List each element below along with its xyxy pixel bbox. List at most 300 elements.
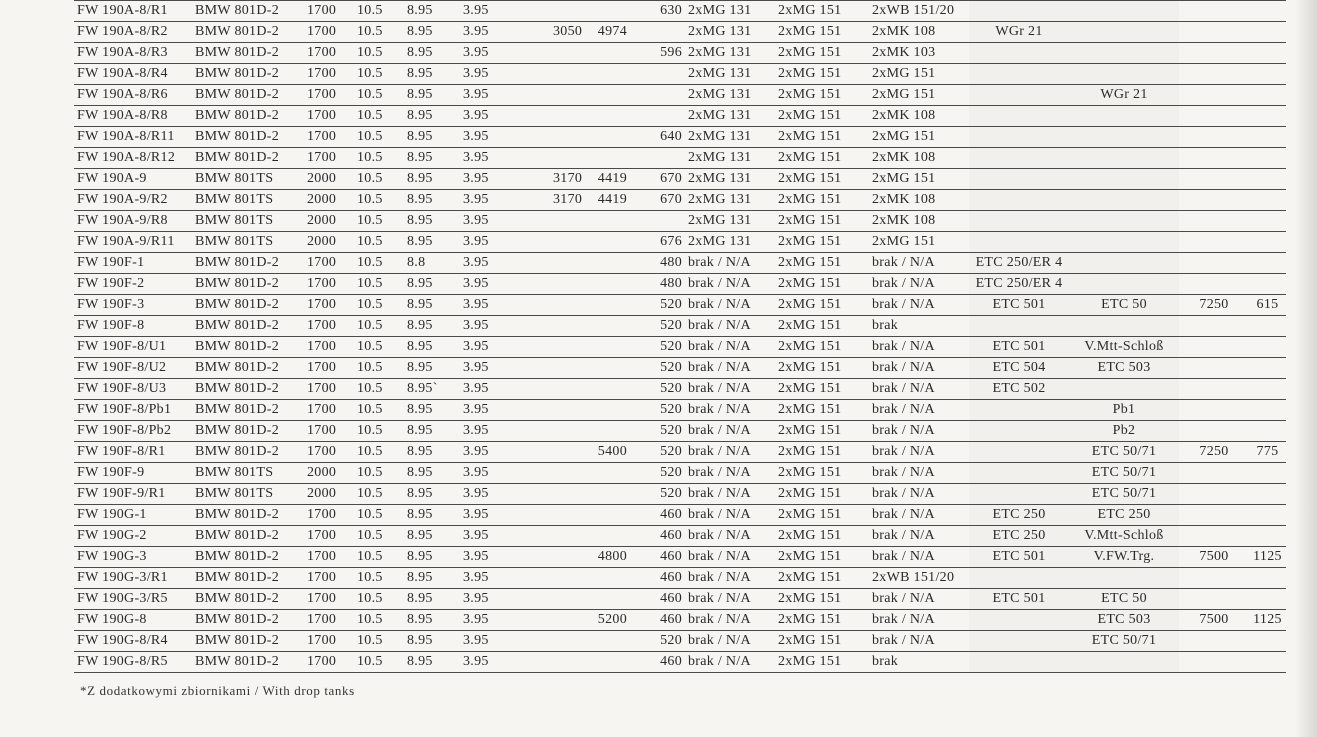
cell-model: FW 190F-3 bbox=[74, 295, 192, 316]
cell-engine: BMW 801D-2 bbox=[192, 22, 304, 43]
cell-speed: 520 bbox=[630, 484, 685, 505]
cell-range bbox=[1249, 421, 1286, 442]
cell-armament-2: 2xMG 151 bbox=[775, 316, 869, 337]
cell-range bbox=[1249, 463, 1286, 484]
cell-armament-2: 2xMG 151 bbox=[775, 274, 869, 295]
cell-span: 10.5 bbox=[354, 106, 404, 127]
cell-ceiling bbox=[1179, 64, 1249, 85]
cell-length: 8.95 bbox=[404, 547, 460, 568]
cell-span: 10.5 bbox=[354, 337, 404, 358]
cell-armament-1: brak / N/A bbox=[685, 337, 775, 358]
cell-weight-takeoff bbox=[592, 1, 630, 22]
cell-extra-equipment: ETC 503 bbox=[1069, 358, 1179, 379]
cell-extra-equipment bbox=[1069, 274, 1179, 295]
cell-extra-equipment: ETC 50/71 bbox=[1069, 463, 1179, 484]
cell-extra-equipment bbox=[1069, 379, 1179, 400]
cell-armament-3: 2xWB 151/20 bbox=[869, 1, 969, 22]
cell-span: 10.5 bbox=[354, 631, 404, 652]
cell-height: 3.95 bbox=[460, 169, 550, 190]
cell-ceiling bbox=[1179, 1, 1249, 22]
cell-range bbox=[1249, 631, 1286, 652]
cell-engine: BMW 801D-2 bbox=[192, 295, 304, 316]
cell-weight-empty bbox=[550, 652, 592, 673]
cell-engine: BMW 801TS bbox=[192, 232, 304, 253]
cell-engine: BMW 801D-2 bbox=[192, 526, 304, 547]
cell-engine: BMW 801D-2 bbox=[192, 148, 304, 169]
cell-armament-2: 2xMG 151 bbox=[775, 85, 869, 106]
cell-armament-3: 2xMK 108 bbox=[869, 190, 969, 211]
cell-speed bbox=[630, 22, 685, 43]
cell-armament-1: brak / N/A bbox=[685, 253, 775, 274]
cell-armament-3: 2xMG 151 bbox=[869, 127, 969, 148]
cell-weight-empty bbox=[550, 148, 592, 169]
cell-height: 3.95 bbox=[460, 442, 550, 463]
cell-engine: BMW 801TS bbox=[192, 463, 304, 484]
cell-armament-2: 2xMG 151 bbox=[775, 631, 869, 652]
cell-armament-2: 2xMG 151 bbox=[775, 22, 869, 43]
cell-range bbox=[1249, 652, 1286, 673]
cell-weight-empty bbox=[550, 295, 592, 316]
cell-power: 1700 bbox=[304, 1, 354, 22]
cell-armament-1: brak / N/A bbox=[685, 505, 775, 526]
cell-ceiling bbox=[1179, 484, 1249, 505]
cell-speed: 460 bbox=[630, 526, 685, 547]
table-row bbox=[74, 610, 1286, 631]
cell-weight-takeoff bbox=[592, 484, 630, 505]
cell-height: 3.95 bbox=[460, 106, 550, 127]
cell-speed: 670 bbox=[630, 190, 685, 211]
cell-extra-equipment bbox=[1069, 190, 1179, 211]
cell-ceiling bbox=[1179, 568, 1249, 589]
table-row bbox=[74, 64, 1286, 85]
cell-engine: BMW 801D-2 bbox=[192, 589, 304, 610]
cell-engine: BMW 801TS bbox=[192, 484, 304, 505]
cell-weight-takeoff bbox=[592, 505, 630, 526]
cell-bomb-rack: ETC 501 bbox=[969, 547, 1069, 568]
cell-length: 8.95 bbox=[404, 610, 460, 631]
cell-armament-1: brak / N/A bbox=[685, 379, 775, 400]
cell-length: 8.95 bbox=[404, 22, 460, 43]
cell-weight-takeoff bbox=[592, 295, 630, 316]
cell-span: 10.5 bbox=[354, 22, 404, 43]
cell-length: 8.95 bbox=[404, 127, 460, 148]
cell-armament-3: brak / N/A bbox=[869, 400, 969, 421]
cell-speed: 460 bbox=[630, 547, 685, 568]
cell-speed: 520 bbox=[630, 463, 685, 484]
cell-model: FW 190G-8/R4 bbox=[74, 631, 192, 652]
cell-armament-3: brak / N/A bbox=[869, 610, 969, 631]
cell-armament-1: brak / N/A bbox=[685, 568, 775, 589]
cell-height: 3.95 bbox=[460, 652, 550, 673]
cell-weight-empty bbox=[550, 316, 592, 337]
cell-weight-takeoff bbox=[592, 463, 630, 484]
cell-length: 8.95 bbox=[404, 43, 460, 64]
cell-range bbox=[1249, 379, 1286, 400]
cell-power: 1700 bbox=[304, 295, 354, 316]
table-row bbox=[74, 106, 1286, 127]
cell-span: 10.5 bbox=[354, 442, 404, 463]
cell-bomb-rack: ETC 504 bbox=[969, 358, 1069, 379]
cell-power: 1700 bbox=[304, 631, 354, 652]
cell-armament-1: 2xMG 131 bbox=[685, 64, 775, 85]
cell-height: 3.95 bbox=[460, 316, 550, 337]
cell-height: 3.95 bbox=[460, 526, 550, 547]
cell-speed bbox=[630, 106, 685, 127]
cell-armament-3: 2xMK 108 bbox=[869, 106, 969, 127]
cell-range bbox=[1249, 400, 1286, 421]
cell-engine: BMW 801D-2 bbox=[192, 253, 304, 274]
cell-power: 2000 bbox=[304, 484, 354, 505]
cell-model: FW 190G-8 bbox=[74, 610, 192, 631]
cell-power: 2000 bbox=[304, 169, 354, 190]
cell-armament-1: brak / N/A bbox=[685, 316, 775, 337]
cell-model: FW 190A-8/R2 bbox=[74, 22, 192, 43]
cell-weight-empty bbox=[550, 442, 592, 463]
cell-ceiling: 7500 bbox=[1179, 610, 1249, 631]
table-row bbox=[74, 169, 1286, 190]
cell-range bbox=[1249, 274, 1286, 295]
cell-height: 3.95 bbox=[460, 1, 550, 22]
cell-bomb-rack: ETC 501 bbox=[969, 589, 1069, 610]
cell-speed: 520 bbox=[630, 358, 685, 379]
cell-length: 8.95 bbox=[404, 568, 460, 589]
cell-armament-3: brak / N/A bbox=[869, 337, 969, 358]
table-row bbox=[74, 316, 1286, 337]
cell-armament-1: brak / N/A bbox=[685, 610, 775, 631]
cell-engine: BMW 801D-2 bbox=[192, 43, 304, 64]
cell-ceiling bbox=[1179, 169, 1249, 190]
cell-height: 3.95 bbox=[460, 211, 550, 232]
cell-weight-takeoff bbox=[592, 400, 630, 421]
cell-extra-equipment: ETC 250 bbox=[1069, 505, 1179, 526]
cell-ceiling: 7250 bbox=[1179, 295, 1249, 316]
cell-armament-2: 2xMG 151 bbox=[775, 295, 869, 316]
cell-ceiling bbox=[1179, 148, 1249, 169]
cell-ceiling: 7250 bbox=[1179, 442, 1249, 463]
table-row bbox=[74, 589, 1286, 610]
cell-armament-2: 2xMG 151 bbox=[775, 232, 869, 253]
cell-armament-1: brak / N/A bbox=[685, 442, 775, 463]
cell-armament-2: 2xMG 151 bbox=[775, 379, 869, 400]
cell-span: 10.5 bbox=[354, 148, 404, 169]
cell-span: 10.5 bbox=[354, 484, 404, 505]
cell-weight-takeoff bbox=[592, 526, 630, 547]
cell-length: 8.95 bbox=[404, 421, 460, 442]
cell-span: 10.5 bbox=[354, 400, 404, 421]
cell-weight-takeoff bbox=[592, 421, 630, 442]
cell-span: 10.5 bbox=[354, 232, 404, 253]
cell-ceiling bbox=[1179, 253, 1249, 274]
cell-armament-2: 2xMG 151 bbox=[775, 652, 869, 673]
table-row bbox=[74, 148, 1286, 169]
cell-armament-3: brak / N/A bbox=[869, 547, 969, 568]
cell-height: 3.95 bbox=[460, 484, 550, 505]
cell-engine: BMW 801TS bbox=[192, 190, 304, 211]
cell-extra-equipment bbox=[1069, 316, 1179, 337]
table-row bbox=[74, 358, 1286, 379]
cell-armament-1: brak / N/A bbox=[685, 631, 775, 652]
cell-length: 8.95 bbox=[404, 106, 460, 127]
cell-bomb-rack: ETC 250 bbox=[969, 526, 1069, 547]
cell-engine: BMW 801D-2 bbox=[192, 274, 304, 295]
cell-height: 3.95 bbox=[460, 400, 550, 421]
cell-model: FW 190G-1 bbox=[74, 505, 192, 526]
cell-speed: 460 bbox=[630, 589, 685, 610]
cell-height: 3.95 bbox=[460, 337, 550, 358]
cell-weight-empty bbox=[550, 631, 592, 652]
cell-span: 10.5 bbox=[354, 169, 404, 190]
cell-extra-equipment bbox=[1069, 1, 1179, 22]
cell-extra-equipment: Pb1 bbox=[1069, 400, 1179, 421]
table-row bbox=[74, 211, 1286, 232]
cell-ceiling bbox=[1179, 316, 1249, 337]
cell-armament-1: brak / N/A bbox=[685, 547, 775, 568]
cell-bomb-rack bbox=[969, 316, 1069, 337]
cell-weight-takeoff bbox=[592, 253, 630, 274]
cell-armament-1: brak / N/A bbox=[685, 400, 775, 421]
cell-length: 8.95` bbox=[404, 379, 460, 400]
cell-bomb-rack bbox=[969, 631, 1069, 652]
cell-weight-empty bbox=[550, 337, 592, 358]
cell-armament-2: 2xMG 151 bbox=[775, 610, 869, 631]
cell-armament-3: brak / N/A bbox=[869, 505, 969, 526]
cell-range bbox=[1249, 253, 1286, 274]
cell-ceiling bbox=[1179, 232, 1249, 253]
page-edge-shadow bbox=[1295, 0, 1317, 737]
cell-length: 8.95 bbox=[404, 232, 460, 253]
cell-armament-2: 2xMG 151 bbox=[775, 190, 869, 211]
cell-power: 2000 bbox=[304, 463, 354, 484]
cell-armament-3: brak bbox=[869, 316, 969, 337]
cell-armament-1: brak / N/A bbox=[685, 274, 775, 295]
cell-extra-equipment: ETC 50 bbox=[1069, 295, 1179, 316]
cell-length: 8.95 bbox=[404, 148, 460, 169]
cell-model: FW 190A-9/R11 bbox=[74, 232, 192, 253]
cell-model: FW 190F-8 bbox=[74, 316, 192, 337]
cell-ceiling bbox=[1179, 106, 1249, 127]
cell-engine: BMW 801D-2 bbox=[192, 106, 304, 127]
cell-length: 8.95 bbox=[404, 211, 460, 232]
cell-power: 2000 bbox=[304, 211, 354, 232]
cell-engine: BMW 801D-2 bbox=[192, 652, 304, 673]
cell-weight-takeoff: 4974 bbox=[592, 22, 630, 43]
cell-engine: BMW 801D-2 bbox=[192, 127, 304, 148]
cell-height: 3.95 bbox=[460, 274, 550, 295]
cell-length: 8.95 bbox=[404, 589, 460, 610]
cell-armament-2: 2xMG 151 bbox=[775, 484, 869, 505]
cell-engine: BMW 801D-2 bbox=[192, 1, 304, 22]
cell-armament-3: brak / N/A bbox=[869, 442, 969, 463]
cell-model: FW 190F-2 bbox=[74, 274, 192, 295]
cell-speed: 480 bbox=[630, 274, 685, 295]
cell-range bbox=[1249, 22, 1286, 43]
cell-length: 8.95 bbox=[404, 484, 460, 505]
table-row bbox=[74, 484, 1286, 505]
cell-armament-2: 2xMG 151 bbox=[775, 505, 869, 526]
cell-span: 10.5 bbox=[354, 379, 404, 400]
cell-range bbox=[1249, 232, 1286, 253]
cell-range bbox=[1249, 148, 1286, 169]
cell-power: 1700 bbox=[304, 127, 354, 148]
cell-armament-2: 2xMG 151 bbox=[775, 568, 869, 589]
cell-bomb-rack bbox=[969, 64, 1069, 85]
table-row bbox=[74, 253, 1286, 274]
cell-range bbox=[1249, 337, 1286, 358]
cell-armament-3: brak / N/A bbox=[869, 421, 969, 442]
cell-power: 1700 bbox=[304, 106, 354, 127]
cell-power: 1700 bbox=[304, 421, 354, 442]
cell-speed bbox=[630, 211, 685, 232]
cell-ceiling bbox=[1179, 400, 1249, 421]
cell-armament-1: 2xMG 131 bbox=[685, 232, 775, 253]
table-row bbox=[74, 505, 1286, 526]
cell-extra-equipment: V.Mtt-Schloß bbox=[1069, 337, 1179, 358]
cell-height: 3.95 bbox=[460, 64, 550, 85]
cell-armament-3: brak / N/A bbox=[869, 379, 969, 400]
cell-power: 2000 bbox=[304, 232, 354, 253]
cell-model: FW 190G-3/R5 bbox=[74, 589, 192, 610]
cell-armament-3: brak bbox=[869, 652, 969, 673]
cell-armament-1: brak / N/A bbox=[685, 484, 775, 505]
cell-height: 3.95 bbox=[460, 568, 550, 589]
cell-height: 3.95 bbox=[460, 190, 550, 211]
cell-range bbox=[1249, 64, 1286, 85]
cell-extra-equipment bbox=[1069, 253, 1179, 274]
cell-length: 8.95 bbox=[404, 169, 460, 190]
cell-ceiling bbox=[1179, 505, 1249, 526]
cell-length: 8.95 bbox=[404, 526, 460, 547]
cell-model: FW 190A-8/R6 bbox=[74, 85, 192, 106]
footnote: *Z dodatkowymi zbiornikami / With drop tanks bbox=[80, 683, 355, 698]
cell-weight-empty bbox=[550, 211, 592, 232]
cell-engine: BMW 801D-2 bbox=[192, 358, 304, 379]
table-row bbox=[74, 379, 1286, 400]
table-row bbox=[74, 1, 1286, 22]
cell-speed bbox=[630, 148, 685, 169]
cell-weight-empty bbox=[550, 421, 592, 442]
table-row bbox=[74, 568, 1286, 589]
cell-height: 3.95 bbox=[460, 589, 550, 610]
cell-model: FW 190A-8/R3 bbox=[74, 43, 192, 64]
cell-bomb-rack: ETC 502 bbox=[969, 379, 1069, 400]
cell-span: 10.5 bbox=[354, 547, 404, 568]
cell-length: 8.95 bbox=[404, 274, 460, 295]
cell-height: 3.95 bbox=[460, 610, 550, 631]
cell-speed: 480 bbox=[630, 253, 685, 274]
cell-length: 8.95 bbox=[404, 358, 460, 379]
cell-ceiling bbox=[1179, 85, 1249, 106]
table-row bbox=[74, 232, 1286, 253]
cell-extra-equipment bbox=[1069, 43, 1179, 64]
cell-power: 1700 bbox=[304, 652, 354, 673]
cell-power: 1700 bbox=[304, 589, 354, 610]
cell-weight-takeoff: 5400 bbox=[592, 442, 630, 463]
cell-armament-1: 2xMG 131 bbox=[685, 1, 775, 22]
cell-armament-1: brak / N/A bbox=[685, 421, 775, 442]
cell-bomb-rack bbox=[969, 232, 1069, 253]
cell-bomb-rack bbox=[969, 106, 1069, 127]
cell-engine: BMW 801D-2 bbox=[192, 421, 304, 442]
cell-span: 10.5 bbox=[354, 295, 404, 316]
cell-armament-3: brak / N/A bbox=[869, 631, 969, 652]
cell-model: FW 190F-8/U1 bbox=[74, 337, 192, 358]
cell-extra-equipment bbox=[1069, 64, 1179, 85]
cell-height: 3.95 bbox=[460, 358, 550, 379]
cell-length: 8.95 bbox=[404, 463, 460, 484]
cell-extra-equipment: V.Mtt-Schloß bbox=[1069, 526, 1179, 547]
table-row bbox=[74, 442, 1286, 463]
cell-model: FW 190A-9/R8 bbox=[74, 211, 192, 232]
cell-power: 1700 bbox=[304, 22, 354, 43]
cell-weight-empty bbox=[550, 253, 592, 274]
cell-speed: 520 bbox=[630, 421, 685, 442]
cell-length: 8.95 bbox=[404, 337, 460, 358]
cell-height: 3.95 bbox=[460, 463, 550, 484]
cell-bomb-rack bbox=[969, 1, 1069, 22]
cell-weight-empty bbox=[550, 505, 592, 526]
cell-span: 10.5 bbox=[354, 421, 404, 442]
cell-armament-3: 2xMK 108 bbox=[869, 211, 969, 232]
cell-extra-equipment bbox=[1069, 169, 1179, 190]
cell-span: 10.5 bbox=[354, 274, 404, 295]
cell-span: 10.5 bbox=[354, 316, 404, 337]
cell-power: 1700 bbox=[304, 85, 354, 106]
cell-armament-2: 2xMG 151 bbox=[775, 589, 869, 610]
cell-weight-takeoff bbox=[592, 127, 630, 148]
cell-armament-2: 2xMG 151 bbox=[775, 106, 869, 127]
cell-power: 1700 bbox=[304, 43, 354, 64]
cell-model: FW 190F-8/R1 bbox=[74, 442, 192, 463]
cell-bomb-rack: ETC 501 bbox=[969, 337, 1069, 358]
cell-speed: 460 bbox=[630, 505, 685, 526]
cell-weight-takeoff: 4419 bbox=[592, 169, 630, 190]
cell-extra-equipment: ETC 50/71 bbox=[1069, 484, 1179, 505]
cell-extra-equipment bbox=[1069, 652, 1179, 673]
cell-weight-takeoff bbox=[592, 631, 630, 652]
cell-weight-takeoff bbox=[592, 211, 630, 232]
table-row bbox=[74, 631, 1286, 652]
cell-armament-1: brak / N/A bbox=[685, 526, 775, 547]
cell-engine: BMW 801D-2 bbox=[192, 547, 304, 568]
cell-armament-3: brak / N/A bbox=[869, 358, 969, 379]
table-row bbox=[74, 190, 1286, 211]
cell-speed: 520 bbox=[630, 631, 685, 652]
cell-range bbox=[1249, 85, 1286, 106]
cell-armament-1: 2xMG 131 bbox=[685, 211, 775, 232]
cell-power: 1700 bbox=[304, 148, 354, 169]
cell-power: 1700 bbox=[304, 253, 354, 274]
cell-speed: 520 bbox=[630, 379, 685, 400]
cell-weight-empty bbox=[550, 400, 592, 421]
cell-height: 3.95 bbox=[460, 631, 550, 652]
cell-engine: BMW 801D-2 bbox=[192, 337, 304, 358]
cell-range bbox=[1249, 568, 1286, 589]
cell-armament-3: brak / N/A bbox=[869, 253, 969, 274]
cell-weight-empty bbox=[550, 232, 592, 253]
table-row bbox=[74, 652, 1286, 673]
cell-model: FW 190A-9/R2 bbox=[74, 190, 192, 211]
cell-bomb-rack bbox=[969, 610, 1069, 631]
cell-span: 10.5 bbox=[354, 589, 404, 610]
cell-bomb-rack bbox=[969, 484, 1069, 505]
cell-model: FW 190A-8/R1 bbox=[74, 1, 192, 22]
cell-weight-takeoff bbox=[592, 85, 630, 106]
cell-weight-takeoff bbox=[592, 379, 630, 400]
cell-armament-2: 2xMG 151 bbox=[775, 1, 869, 22]
cell-armament-1: 2xMG 131 bbox=[685, 85, 775, 106]
cell-ceiling bbox=[1179, 190, 1249, 211]
cell-armament-3: 2xMG 151 bbox=[869, 169, 969, 190]
